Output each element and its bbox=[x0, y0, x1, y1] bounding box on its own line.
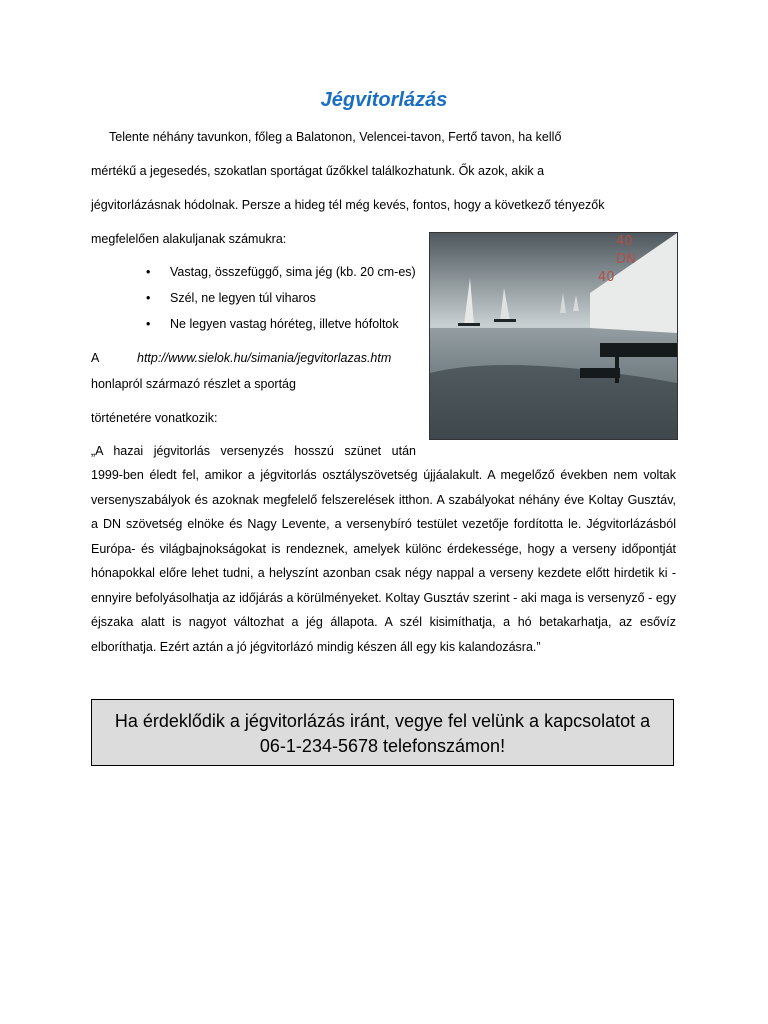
intro-line-3: jégvitorlázásnak hódolnak. Persze a hideg tél még kevés, fontos, hogy a következő tényezők bbox=[91, 198, 605, 212]
intro-line-2: mértékű a jegesedés, szokatlan sportágat űzőkkel találkozhatunk. Ők azok, akik a bbox=[91, 164, 545, 178]
bullet-icon: • bbox=[146, 317, 151, 331]
source-line-2: honlapról származó részlet a sportág bbox=[91, 377, 296, 391]
sail-text: DN bbox=[616, 252, 636, 267]
source-line-3: történetére vonatkozik: bbox=[91, 411, 218, 425]
source-prefix: A bbox=[91, 351, 100, 365]
list-item: • Szél, ne legyen túl viharos bbox=[146, 291, 316, 305]
ice-sailing-photo bbox=[429, 232, 678, 440]
list-item: • Ne legyen vastag hóréteg, illetve hófoltok bbox=[146, 317, 399, 331]
intro-line-1: Telente néhány tavunkon, főleg a Balatonon, Velencei-tavon, Fertő tavon, ha kellő bbox=[109, 130, 562, 144]
sail-text: 40 bbox=[598, 270, 615, 285]
requirements-list bbox=[146, 264, 416, 342]
list-item: • Vastag, összefüggő, sima jég (kb. 20 cm-es) bbox=[146, 265, 416, 279]
intro-line-4: megfelelően alakuljanak számukra: bbox=[91, 232, 287, 246]
contact-box bbox=[91, 699, 674, 766]
contact-line-2: 06-1-234-5678 telefonszámon! bbox=[259, 736, 506, 756]
source-link[interactable]: http://www.sielok.hu/simania/jegvitorlazas.htm bbox=[137, 351, 392, 365]
page-title: Jégvitorlázás bbox=[320, 89, 448, 111]
quote-first-line: „A hazai jégvitorlás versenyzés hosszú szünet után bbox=[91, 444, 416, 458]
contact-line-1: Ha érdeklődik a jégvitorlázás iránt, vegye fel velünk a kapcsolatot a bbox=[114, 711, 651, 731]
bullet-icon: • bbox=[146, 291, 151, 305]
sail-text: 40 bbox=[616, 234, 633, 249]
quote-body: 1999-ben éledt fel, amikor a jégvitorlás osztályszövetség újjáalakult. A megelőző években nem voltak versenyszabályok és azoknak megfelelő felszerelések itthon. A szabályokat néhány éve Koltay Gusztáv, a DN szövetség elnöke és Nagy Levente, a versenybíró testület vezetője fordította le. Jégvitorlázásból Európa- és világbajnokságokat is rendeznek, amelyek különc érdekessége, hogy a verseny időpontját hónapokkal előre lehet tudni, a helyszínt azonban csak négy nappal a verseny kezdete előtt hirdetik ki - ennyire befolyásolhatja az időjárás a körülményeket. Koltay Gusztáv szerint - aki maga is versenyző - egy éjszaka alatt is nagyot változhat a jég állapota. A szél kisimíthatja, a hó betakarhatja, az esővíz elboríthatja. Ezért aztán a jó jégvitorlázó mindig készen áll egy kis kalandozásra.” bbox=[91, 468, 676, 654]
bullet-icon: • bbox=[146, 265, 151, 279]
